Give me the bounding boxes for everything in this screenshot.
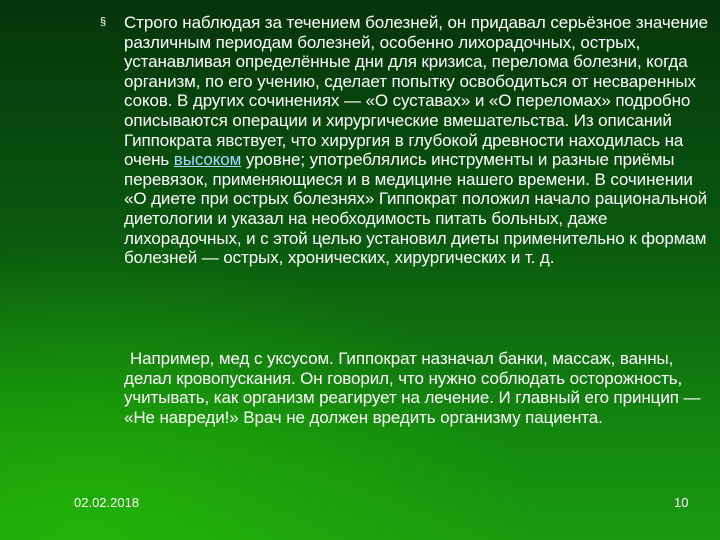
main-paragraph — [124, 13, 716, 268]
paragraph-text-end: уровне; употреблялись инструменты и разные приёмы перевязок, применяющиеся и в медицине нашего времени. В сочинении «О диете при острых болезнях» Гиппократ положил начало рациональной диетологии и указал на необходимость питать больных, даже лихорадочных, и с этой целью установил диеты применительно к формам болезней — острых, хронических, хирургических и т. д. — [124, 150, 708, 268]
paragraph-text-start: Строго наблюдая за течением болезней, он придавал серьёзное значение различным периодам болезней, особенно лихорадочных, острых, устанавливая определённые дни для кризиса, перелома болезни, когда организм, по его учению, сделает попытку освободиться от несваренных соков. В других сочинениях — «О суставах» и «О переломах» подробно описываются операции и хирургические вмешательства. Из описаний Гиппократа явствует, что хирургия в глубокой древности находилась на очень — [124, 13, 708, 170]
bullet-icon: § — [100, 16, 107, 28]
second-paragraph: Например, мед с уксусом. Гиппократ назначал банки, массаж, ванны, делал кровопускания. Он говорил, что нужно соблюдать осторожность, учитывать, как организм реагирует на лечение. И главный его принцип — «Не навреди!» Врач не должен вредить организму пациента. — [124, 349, 701, 427]
footer-date: 02.02.2018 — [74, 495, 140, 510]
slide-number: 10 — [674, 495, 689, 510]
hyperlink-vysokom[interactable]: высоком — [173, 150, 242, 170]
